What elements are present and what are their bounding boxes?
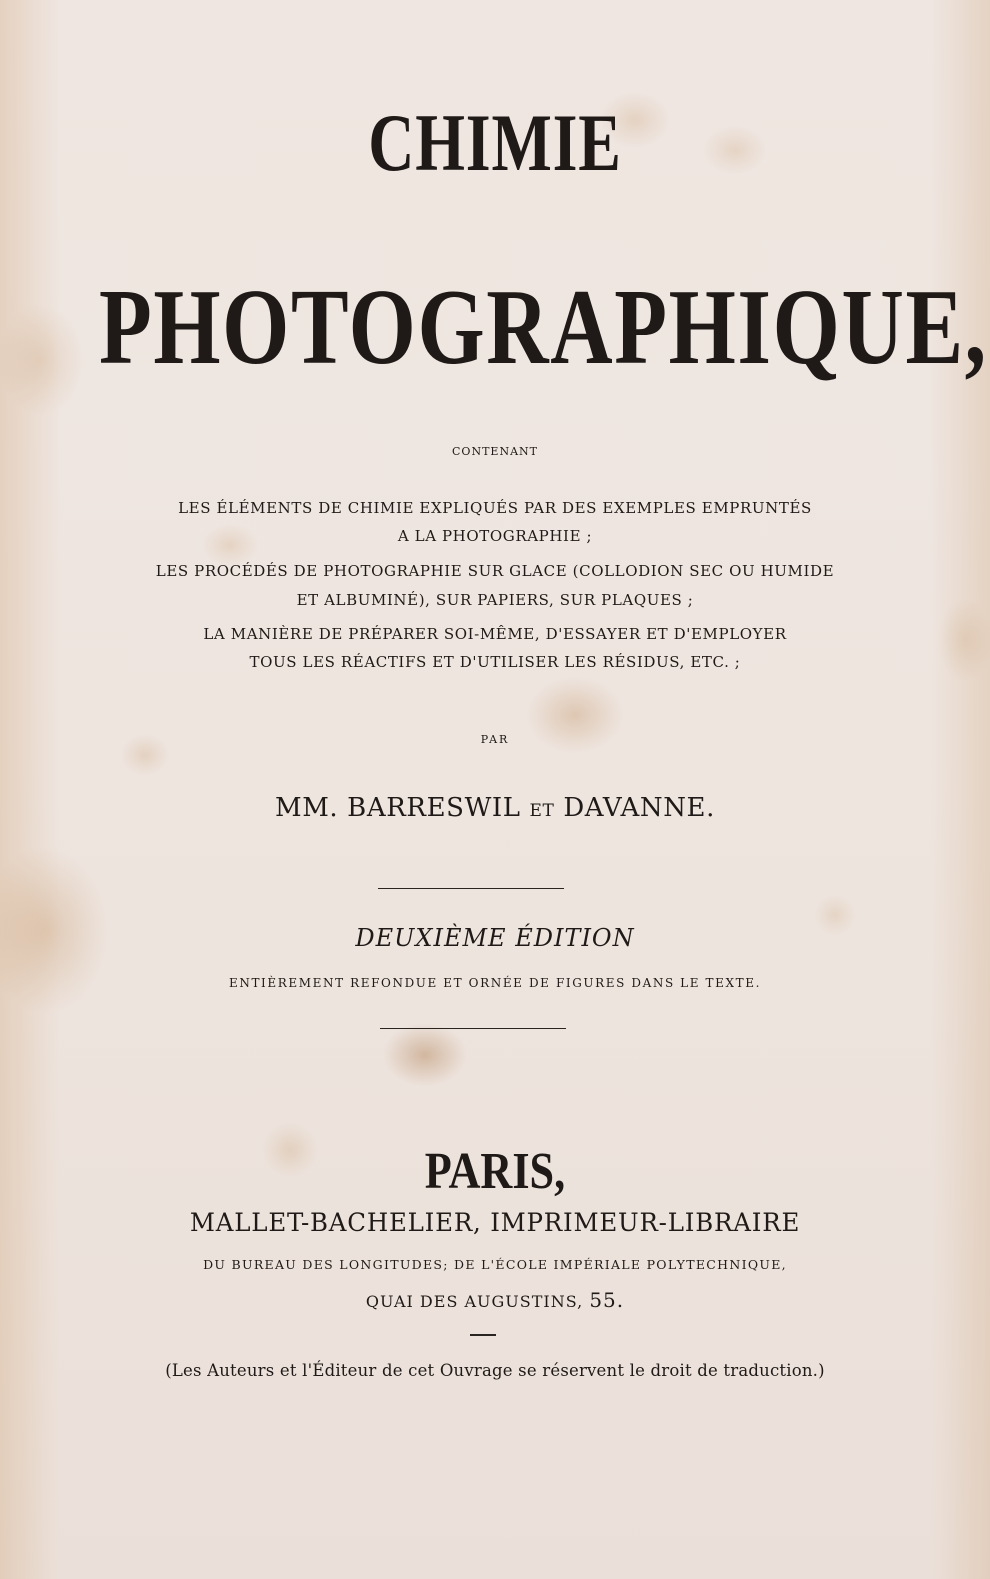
description-line-5: LA MANIÈRE DE PRÉPARER SOI-MÊME, D'ESSAYER ET D'EMPLOYER bbox=[203, 625, 787, 643]
imprint-publisher: MALLET-BACHELIER, IMPRIMEUR-LIBRAIRE bbox=[189, 1208, 801, 1237]
authors-conjunction: ET bbox=[529, 801, 555, 821]
contenant-label: CONTENANT bbox=[452, 445, 538, 458]
description-line-2: A LA PHOTOGRAPHIE ; bbox=[397, 527, 593, 545]
authors-second: DAVANNE. bbox=[563, 793, 716, 823]
description-line-6: TOUS LES RÉACTIFS ET D'UTILISER LES RÉSIDUS, ETC. ; bbox=[249, 653, 741, 671]
edition-label: DEUXIÈME ÉDITION bbox=[355, 924, 635, 952]
title-line-1: CHIMIE bbox=[368, 97, 622, 188]
imprint-address: QUAI DES AUGUSTINS, bbox=[365, 1292, 584, 1311]
imprint-number: 55. bbox=[589, 1288, 625, 1312]
imprint-address-line bbox=[0, 1288, 990, 1314]
par-label: PAR bbox=[480, 733, 510, 746]
short-dash-rule bbox=[470, 1334, 496, 1336]
authors-first: MM. BARRESWIL bbox=[274, 793, 521, 823]
imprint-city: PARIS, bbox=[424, 1143, 566, 1200]
authors bbox=[0, 790, 990, 829]
rights-notice: (Les Auteurs et l'Éditeur de cet Ouvrage se réservent le droit de traduction.) bbox=[165, 1361, 825, 1380]
imprint-institutions: DU BUREAU DES LONGITUDES; DE L'ÉCOLE IMPÉRIALE POLYTECHNIQUE, bbox=[203, 1257, 787, 1272]
description-line-1: LES ÉLÉMENTS DE CHIMIE EXPLIQUÉS PAR DES EXEMPLES EMPRUNTÉS bbox=[178, 499, 812, 517]
description-line-3: LES PROCÉDÉS DE PHOTOGRAPHIE SUR GLACE (COLLODION SEC OU HUMIDE bbox=[155, 562, 835, 580]
description-line-4: ET ALBUMINÉ), SUR PAPIERS, SUR PLAQUES ; bbox=[296, 591, 694, 609]
title-line-2: PHOTOGRAPHIQUE, bbox=[99, 268, 988, 387]
divider-rule-top bbox=[378, 888, 564, 889]
divider-rule-bottom bbox=[380, 1028, 566, 1029]
edition-note: ENTIÈREMENT REFONDUE ET ORNÉE DE FIGURES DANS LE TEXTE. bbox=[228, 976, 762, 990]
